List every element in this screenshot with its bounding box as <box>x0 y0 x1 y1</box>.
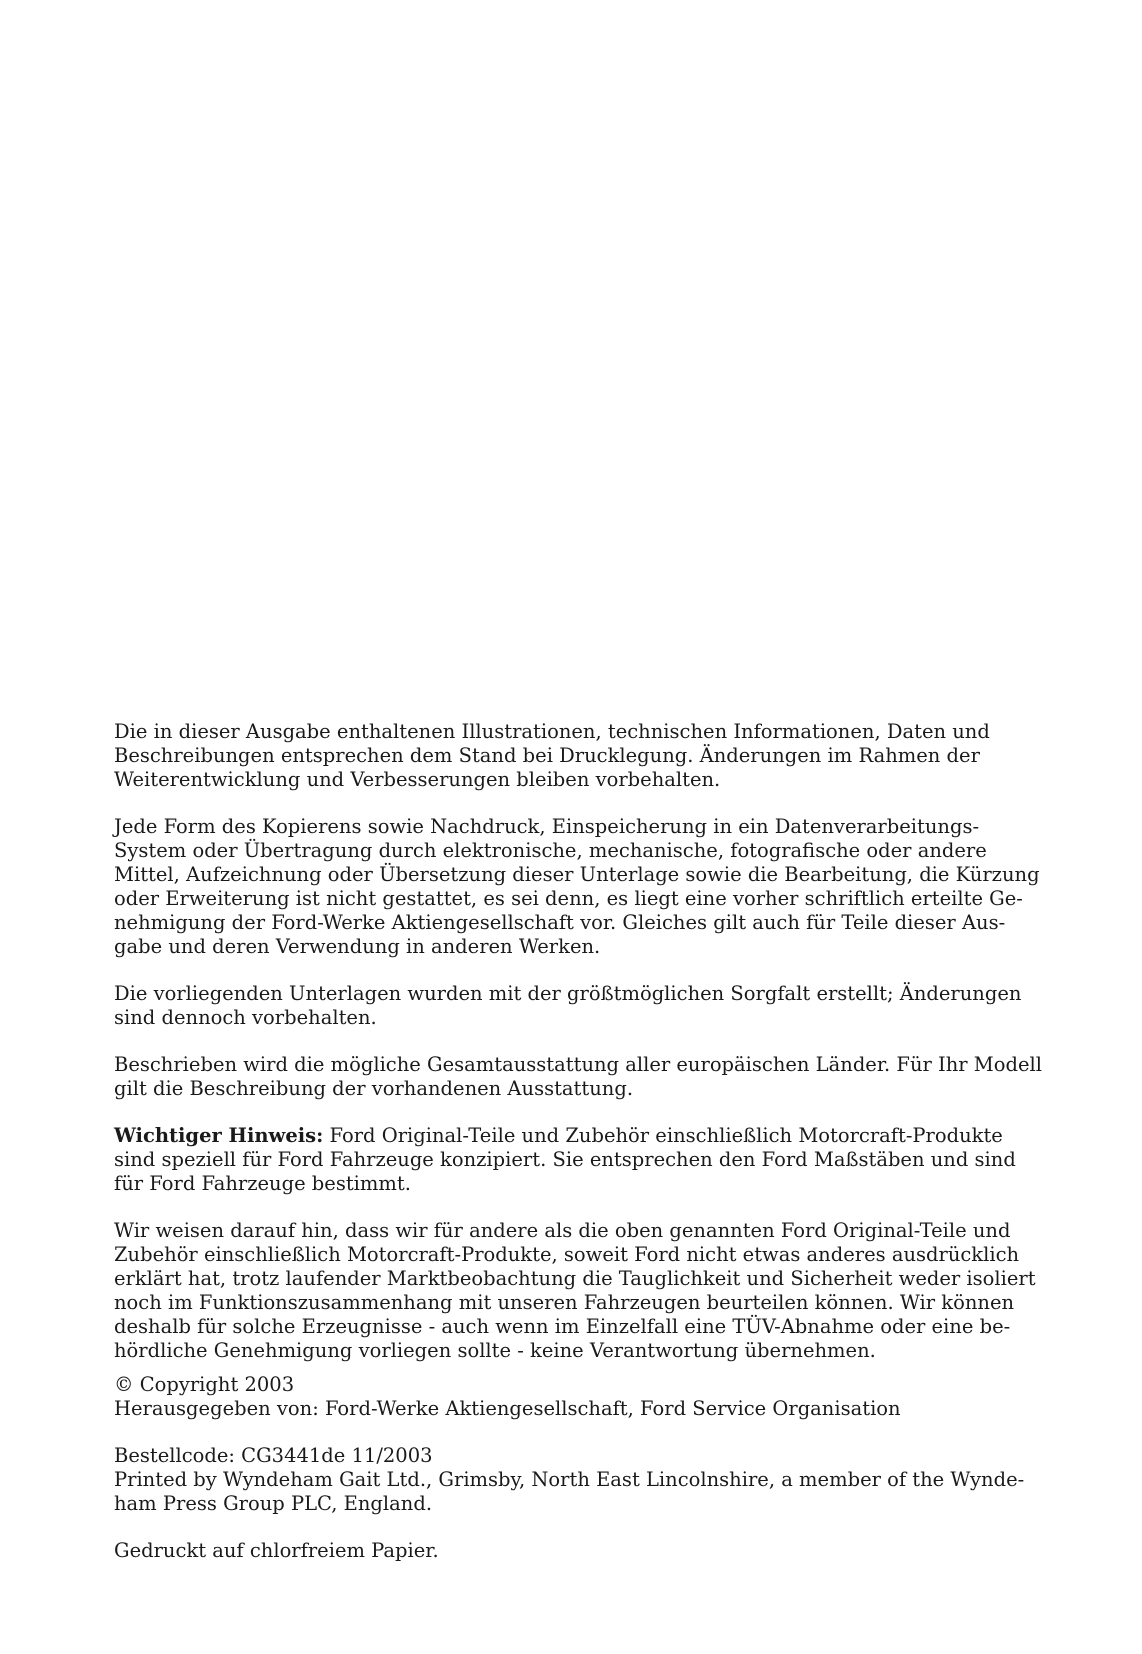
text-line: Die vorliegenden Unterlagen wurden mit der größtmöglichen Sorgfalt erstellt; Änderungen <box>114 982 1022 1005</box>
text-line: System oder Übertragung durch elektronische, mechanische, fotografische oder andere <box>114 839 987 862</box>
text-line: deshalb für solche Erzeugnisse - auch wenn im Einzelfall eine TÜV-Abnahme oder eine be- <box>114 1315 1011 1338</box>
text-line: Wir weisen darauf hin, dass wir für andere als die oben genannten Ford Original-Teile und <box>114 1219 1011 1242</box>
text-line: Weiterentwicklung und Verbesserungen bleiben vorbehalten. <box>114 768 721 791</box>
paper-note <box>114 1539 1014 1563</box>
paragraph-copying-notice <box>114 815 1040 959</box>
text-line: erklärt hat, trotz laufender Marktbeobachtung die Tauglichkeit und Sicherheit weder isoliert <box>114 1267 1036 1290</box>
printer-line: ham Press Group PLC, England. <box>114 1492 433 1515</box>
text-line: Mittel, Aufzeichnung oder Übersetzung dieser Unterlage sowie die Bearbeitung, die Kürzung <box>114 863 1040 886</box>
text-line: Die in dieser Ausgabe enthaltenen Illustrationen, technischen Informationen, Daten und <box>114 720 990 743</box>
text-line: Beschreibungen entsprechen dem Stand bei Drucklegung. Änderungen im Rahmen der <box>114 744 980 767</box>
paragraph-equipment-notice <box>114 1053 1043 1101</box>
publisher-line: Herausgegeben von: Ford-Werke Aktiengesellschaft, Ford Service Organisation <box>114 1397 901 1420</box>
text-line: Beschrieben wird die mögliche Gesamtausstattung aller europäischen Länder. Für Ihr Modell <box>114 1053 1043 1076</box>
text-line: für Ford Fahrzeuge bestimmt. <box>114 1172 411 1195</box>
printer-line: Printed by Wyndeham Gait Ltd., Grimsby, North East Lincolnshire, a member of the Wynde- <box>114 1468 1025 1491</box>
text-line: sind dennoch vorbehalten. <box>114 1006 377 1029</box>
important-notice-label: Wichtiger Hinweis: <box>114 1124 324 1147</box>
order-code: Bestellcode: CG3441de 11/2003 <box>114 1444 433 1467</box>
text-line: nehmigung der Ford-Werke Aktiengesellschaft vor. Gleiches gilt auch für Teile dieser Aus- <box>114 911 1006 934</box>
text-line: oder Erweiterung ist nicht gestattet, es sei denn, es liegt eine vorher schriftlich erteilte Ge- <box>114 887 1023 910</box>
copyright-block <box>114 1373 1014 1421</box>
text-line: hördliche Genehmigung vorliegen sollte - keine Verantwortung übernehmen. <box>114 1339 876 1362</box>
paragraph-important-notice <box>114 1124 1014 1196</box>
order-block <box>114 1444 1025 1516</box>
imprint-text-block <box>114 720 1043 1586</box>
important-notice-text: Ford Original-Teile und Zubehör einschließlich Motorcraft-Produkte <box>323 1124 1003 1147</box>
text-line: gilt die Beschreibung der vorhandenen Ausstattung. <box>114 1077 634 1100</box>
paragraph-illustrations-notice <box>114 720 1014 792</box>
text-line: noch im Funktionszusammenhang mit unseren Fahrzeugen beurteilen können. Wir können <box>114 1291 1015 1314</box>
text-line: gabe und deren Verwendung in anderen Werken. <box>114 935 601 958</box>
paragraph-care-notice <box>114 982 1022 1030</box>
text-line <box>114 1124 1014 1148</box>
text-line: Zubehör einschließlich Motorcraft-Produkte, soweit Ford nicht etwas anderes ausdrücklich <box>114 1243 1020 1266</box>
paragraph-liability-notice <box>114 1219 1036 1363</box>
text-line: Jede Form des Kopierens sowie Nachdruck, Einspeicherung in ein Datenverarbeitungs- <box>114 815 980 838</box>
copyright-line: © Copyright 2003 <box>114 1373 295 1396</box>
text-line: sind speziell für Ford Fahrzeuge konzipiert. Sie entsprechen den Ford Maßstäben und sind <box>114 1148 1016 1171</box>
paper-note-text: Gedruckt auf chlorfreiem Papier. <box>114 1539 439 1562</box>
